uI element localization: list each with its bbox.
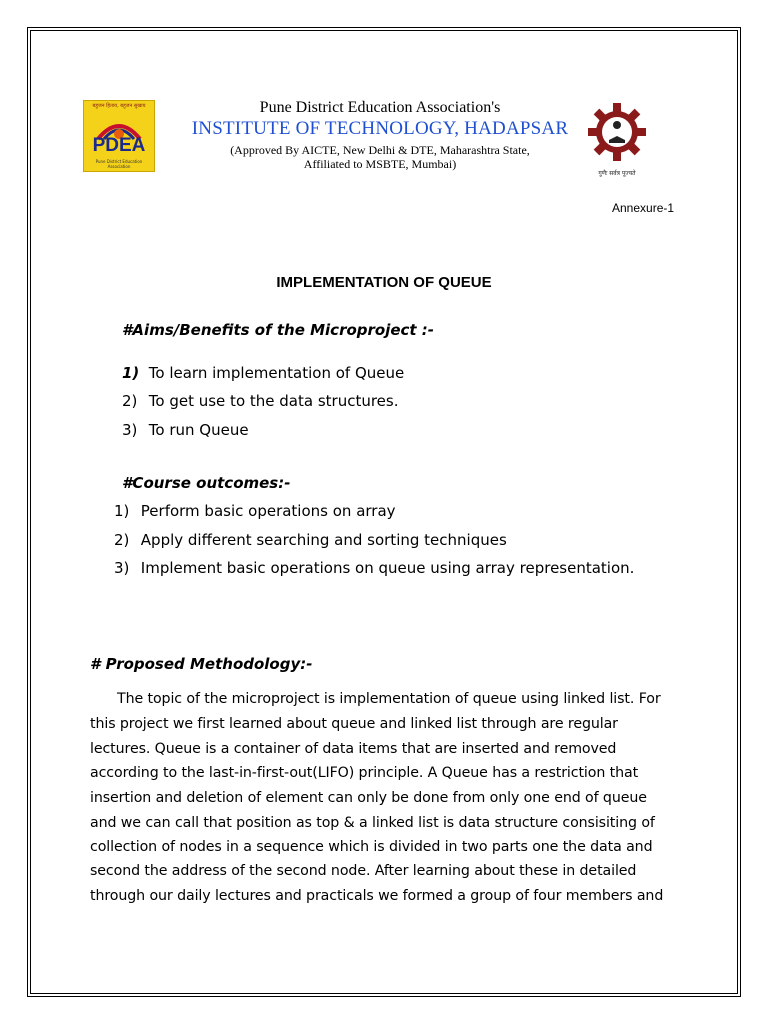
institute-name: INSTITUTE OF TECHNOLOGY, HADAPSAR <box>191 118 569 139</box>
aims-item <box>122 364 404 382</box>
aims-item <box>122 421 249 439</box>
methodology-line: this project we first learned about queue and linked list through are regular <box>90 716 618 732</box>
methodology-line: The topic of the microproject is implementation of queue using linked list. For <box>117 691 661 707</box>
outcome-item-number: 1) <box>114 502 130 520</box>
approval-line-1: (Approved By AICTE, New Delhi & DTE, Maharashtra State, <box>230 143 530 157</box>
aims-item-text: To run Queue <box>148 421 249 439</box>
outcome-item <box>114 559 634 577</box>
methodology-line: according to the last-in-first-out(LIFO) principle. A Queue has a restriction that <box>90 765 639 781</box>
annexure-label: Annexure-1 <box>612 201 675 215</box>
pdea-logo-subtext: Pune District Education Association <box>95 159 143 169</box>
aims-heading: #Aims/Benefits of the Microproject :- <box>122 321 435 339</box>
pdea-logo-text: PDEA <box>92 135 146 156</box>
methodology-line: insertion and deletion of element can only be done from only one end of queue <box>90 790 647 806</box>
document-title: IMPLEMENTATION OF QUEUE <box>276 274 492 291</box>
association-name: Pune District Education Association's <box>259 99 501 116</box>
methodology-line: lectures. Queue is a container of data items that are inserted and removed <box>90 741 617 757</box>
outcome-item-text: Apply different searching and sorting techniques <box>140 531 507 549</box>
institute-motto: गुणैः सर्वत्र पूज्यते <box>598 170 636 177</box>
outcome-item <box>114 502 396 520</box>
pdea-logo-hindi-text: बहुजन हिताय, बहुजन सुखाय <box>92 103 146 109</box>
aims-item-number: 1) <box>122 364 140 382</box>
institute-header <box>160 98 600 171</box>
pdea-logo <box>83 100 155 172</box>
methodology-line: collection of nodes in a sequence which is divided in two parts one the data and <box>90 839 653 855</box>
outcome-item-text: Perform basic operations on array <box>140 502 396 520</box>
aims-item-text: To learn implementation of Queue <box>148 364 405 382</box>
outcome-item-text: Implement basic operations on queue using array representation. <box>140 559 635 577</box>
gear-emblem-icon <box>588 103 646 161</box>
methodology-line: second the address of the second node. After learning about these in detailed <box>90 863 637 879</box>
outcome-item-number: 2) <box>114 531 130 549</box>
outcome-item-number: 3) <box>114 559 130 577</box>
methodology-line: and we can call that position as top & a linked list is data structure consisiting of <box>90 815 655 831</box>
approval-line-2: Affiliated to MSBTE, Mumbai) <box>303 157 457 171</box>
aims-item <box>122 392 398 410</box>
outcome-item <box>114 531 507 549</box>
methodology-heading: # Proposed Methodology:- <box>90 655 313 673</box>
institute-gear-logo <box>588 103 646 177</box>
course-outcomes-heading: #Course outcomes:- <box>122 474 291 492</box>
aims-item-number: 2) <box>122 392 138 410</box>
aims-item-text: To get use to the data structures. <box>148 392 399 410</box>
aims-item-number: 3) <box>122 421 138 439</box>
methodology-line: through our daily lectures and practicals we formed a group of four members and <box>90 888 664 904</box>
